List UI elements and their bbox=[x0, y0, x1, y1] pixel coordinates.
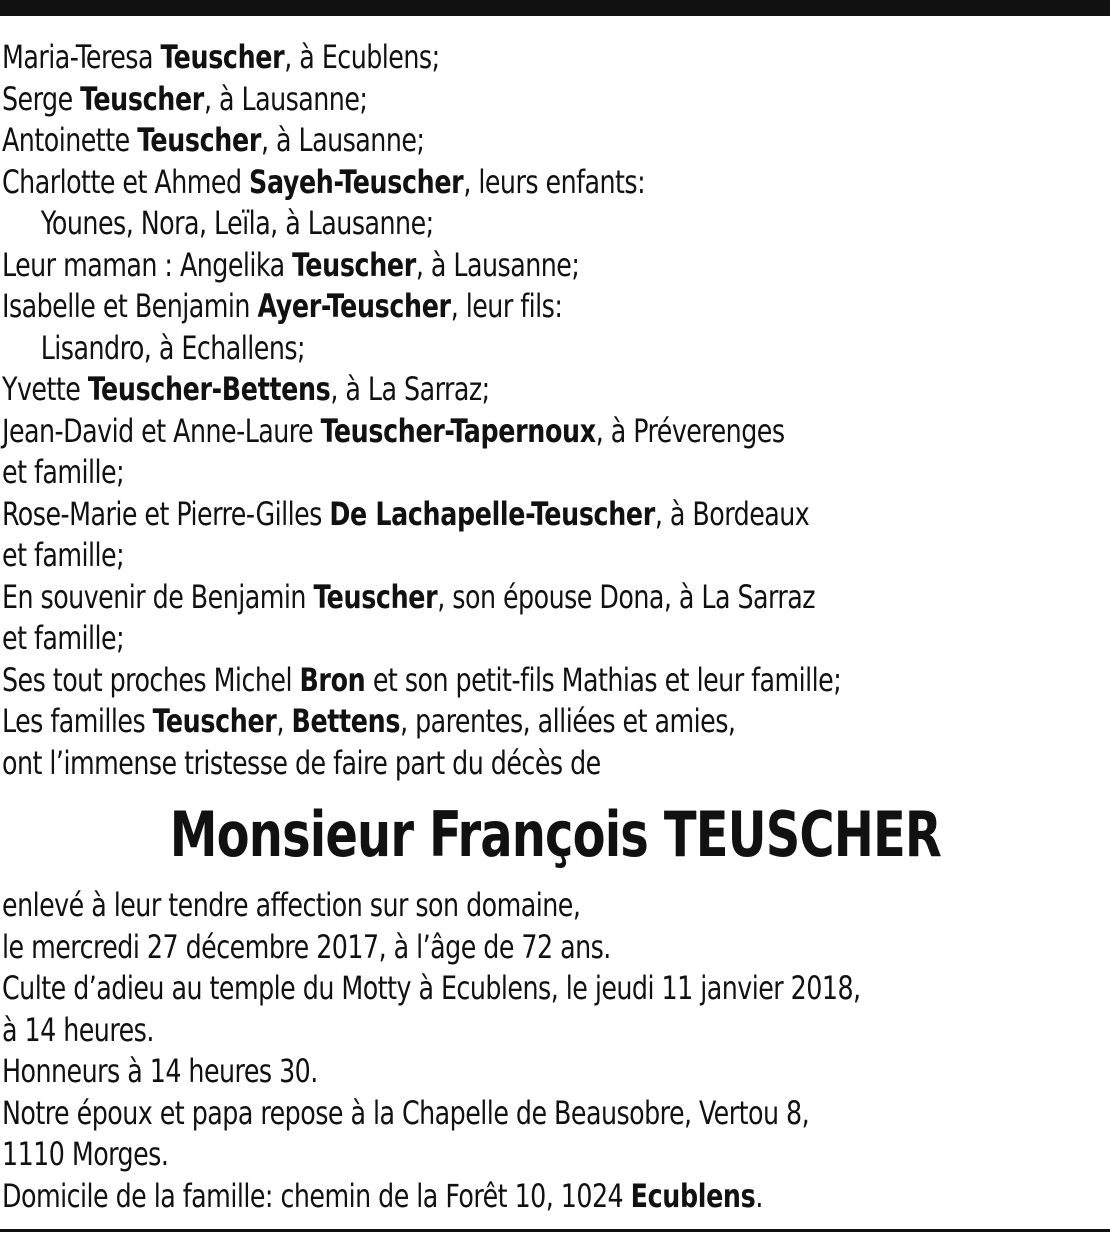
line-text: à 14 heures. bbox=[2, 1010, 154, 1049]
family-line bbox=[2, 37, 970, 79]
family-line bbox=[2, 660, 970, 702]
address-town: Ecublens bbox=[630, 1176, 756, 1215]
line-text: , leurs enfants: bbox=[463, 162, 646, 201]
family-line bbox=[2, 203, 970, 245]
funeral-details bbox=[2, 885, 1102, 1217]
family-surname: Bron bbox=[299, 660, 366, 699]
line-text: , leur fils: bbox=[450, 287, 563, 325]
bottom-rule bbox=[0, 1229, 1110, 1232]
detail-line bbox=[2, 968, 970, 1010]
line-text: Yvette bbox=[2, 370, 88, 408]
line-text: et famille; bbox=[2, 619, 125, 657]
family-surname: Teuscher bbox=[313, 577, 438, 616]
family-line bbox=[2, 411, 970, 453]
line-text: , à Ecublens; bbox=[284, 38, 440, 76]
line-text: et famille; bbox=[2, 453, 125, 491]
line-text: Ses tout proches Michel bbox=[2, 660, 300, 699]
line-text: Lisandro, à Echallens; bbox=[40, 328, 306, 367]
line-text: , à Lausanne; bbox=[415, 245, 580, 284]
family-line bbox=[2, 577, 970, 619]
announcement-line bbox=[2, 743, 970, 785]
line-text: Antoinette bbox=[2, 121, 138, 159]
deceased-name-heading bbox=[0, 795, 1110, 875]
family-surname: Ayer-Teuscher bbox=[257, 287, 451, 325]
family-line bbox=[2, 369, 970, 411]
line-text: enlevé à leur tendre affection sur son domaine, bbox=[2, 886, 581, 924]
line-text: , parentes, alliées et amies, bbox=[400, 702, 736, 740]
heading-text: Monsieur François TEUSCHER bbox=[169, 798, 941, 871]
family-surname: Teuscher bbox=[80, 79, 204, 118]
line-text: Charlotte et Ahmed bbox=[2, 162, 250, 201]
line-text: ont l’immense tristesse de faire part du décès de bbox=[2, 743, 601, 782]
line-text: , à Bordeaux bbox=[654, 494, 810, 533]
detail-line bbox=[2, 1010, 970, 1052]
line-text: Les familles bbox=[2, 702, 153, 740]
family-surname: De Lachapelle-Teuscher bbox=[329, 494, 655, 533]
family-line bbox=[2, 286, 970, 328]
family-surname: Sayeh-Teuscher bbox=[249, 162, 464, 201]
line-text: Leur maman : Angelika bbox=[2, 245, 293, 284]
line-text: et famille; bbox=[2, 536, 125, 574]
family-surname: Teuscher bbox=[292, 245, 416, 284]
line-text: Rose-Marie et Pierre-Gilles bbox=[2, 494, 330, 533]
family-line bbox=[2, 162, 970, 204]
family-line bbox=[2, 452, 970, 494]
line-text: Honneurs à 14 heures 30. bbox=[2, 1052, 318, 1090]
line-text: 1110 Morges. bbox=[2, 1135, 169, 1173]
line-text: Serge bbox=[2, 79, 81, 118]
detail-line bbox=[2, 1051, 970, 1093]
family-line bbox=[2, 494, 970, 536]
line-text: le mercredi 27 décembre 2017, à l’âge de 72 ans. bbox=[2, 927, 611, 966]
line-text: Notre époux et papa repose à la Chapelle de Beausobre, Vertou 8, bbox=[2, 1093, 810, 1132]
family-line bbox=[2, 701, 970, 743]
family-line bbox=[2, 535, 970, 577]
family-surname: Teuscher-Bettens bbox=[87, 370, 331, 408]
family-line bbox=[2, 328, 970, 370]
line-text: , à La Sarraz; bbox=[330, 370, 490, 408]
line-text: . bbox=[755, 1176, 763, 1215]
line-text: Isabelle et Benjamin bbox=[2, 287, 258, 325]
family-surname: Teuscher bbox=[152, 702, 277, 740]
family-line bbox=[2, 245, 970, 287]
line-text: , à Lausanne; bbox=[260, 121, 425, 159]
line-text: Domicile de la famille: chemin de la Forêt 10, 1024 bbox=[2, 1176, 631, 1215]
line-text: En souvenir de Benjamin bbox=[2, 577, 314, 616]
line-text: , à Préverenges bbox=[595, 411, 785, 450]
family-list bbox=[2, 37, 1102, 784]
family-line bbox=[2, 120, 970, 162]
detail-line bbox=[2, 885, 970, 927]
family-line bbox=[2, 618, 970, 660]
family-surname: Teuscher bbox=[160, 38, 285, 76]
detail-line bbox=[2, 927, 970, 969]
detail-line bbox=[2, 1176, 970, 1218]
line-text: , bbox=[276, 702, 292, 740]
line-text: et son petit-fils Mathias et leur famille; bbox=[365, 660, 842, 699]
line-text: Younes, Nora, Leïla, à Lausanne; bbox=[40, 204, 434, 242]
line-text: Jean-David et Anne-Laure bbox=[2, 411, 321, 450]
family-surname: Teuscher-Tapernoux bbox=[320, 411, 596, 450]
family-line bbox=[2, 79, 970, 121]
family-surname: Teuscher bbox=[137, 121, 261, 159]
family-surname: Bettens bbox=[291, 702, 401, 740]
detail-line bbox=[2, 1134, 970, 1176]
detail-line bbox=[2, 1093, 970, 1135]
line-text: , son épouse Dona, à La Sarraz bbox=[437, 577, 816, 616]
line-text: Maria-Teresa bbox=[2, 38, 161, 76]
top-rule bbox=[0, 0, 1110, 16]
line-text: Culte d’adieu au temple du Motty à Ecublens, le jeudi 11 janvier 2018, bbox=[2, 969, 861, 1007]
line-text: , à Lausanne; bbox=[203, 79, 368, 118]
